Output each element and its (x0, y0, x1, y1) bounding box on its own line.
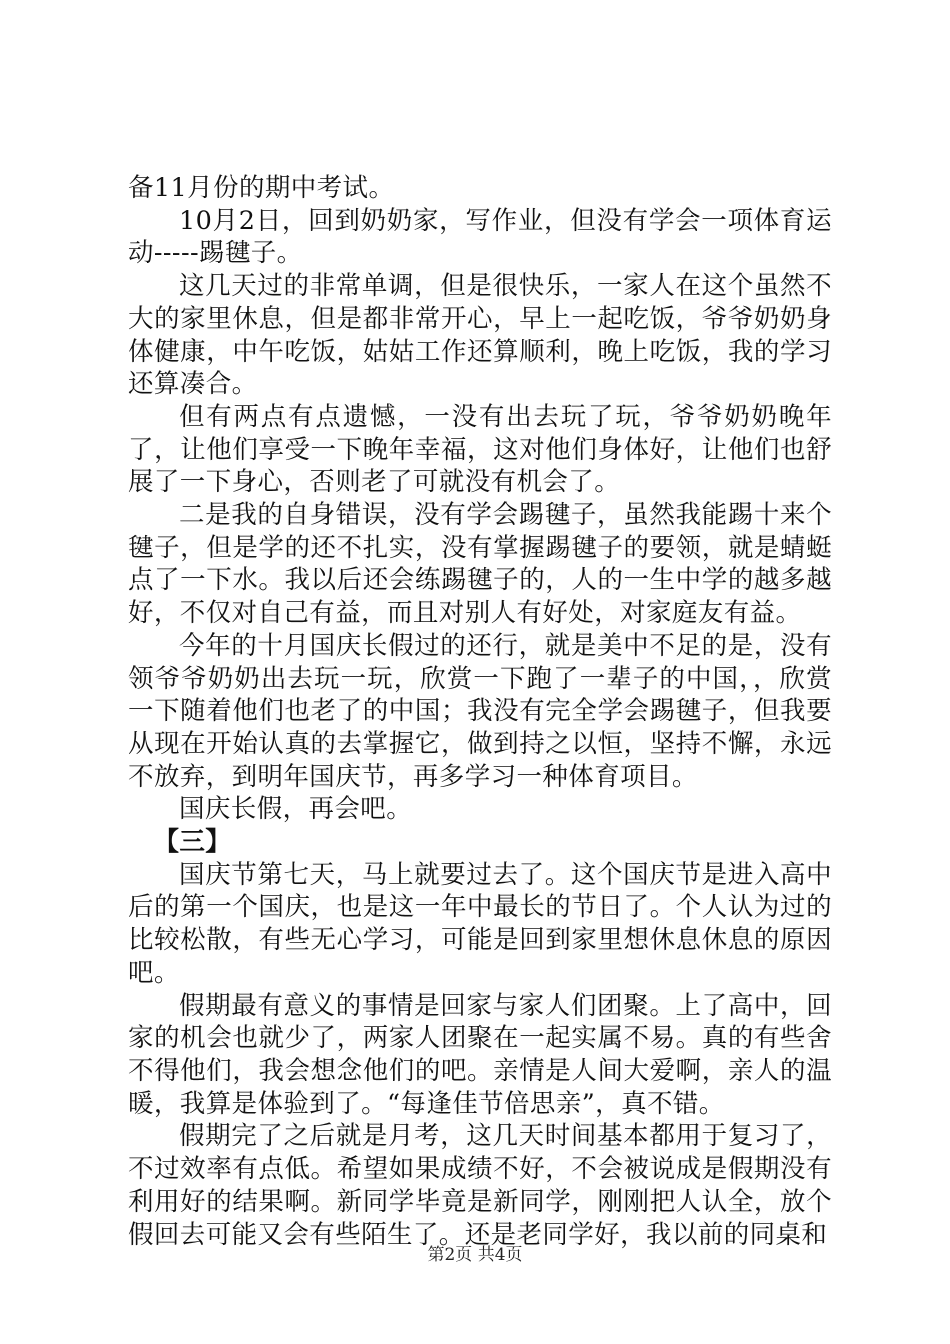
paragraph-monthly-exam: 假期完了之后就是月考，这几天时间基本都用于复习了，不过效率有点低。希望如果成绩不好，不会被说成是假期没有利用好的结果啊。新同学毕竟是新同学，刚刚把人认全，放个假回去可能又会有些陌生了。还是老同学好，我以前的同桌和 (128, 1121, 832, 1250)
paragraph-summary: 今年的十月国庆长假过的还行，就是美中不足的是，没有领爷爷奶奶出去玩一玩，欣赏一下跑了一辈子的中国，，欣赏一下随着他们也老了的中国；我没有完全学会踢毽子，但我要从现在开始认真的去掌握它，做到持之以恒，坚持不懈，永远不放弃，到明年国庆节，再多学习一种体育项目。 (128, 630, 832, 792)
paragraph-family-reunion: 假期最有意义的事情是回家与家人们团聚。上了高中，回家的机会也就少了，两家人团聚在一起实属不易。真的有些舍不得他们，我会想念他们的吧。亲情是人间大爱啊，亲人的温暖，我算是体验到了。“每逢佳节倍思亲”，真不错。 (128, 990, 832, 1119)
paragraph-seventh-day: 国庆节第七天，马上就要过去了。这个国庆节是进入高中后的第一个国庆，也是这一年中最长的节日了。个人认为过的比较松散，有些无心学习，可能是回到家里想休息休息的原因吧。 (128, 859, 832, 988)
section-heading-three: 【三】 (153, 827, 232, 858)
document-body (128, 172, 832, 1251)
paragraph-regret-two: 二是我的自身错误，没有学会踢毽子，虽然我能踢十来个毽子，但是学的还不扎实，没有掌握踢毽子的要领，就是蜻蜓点了一下水。我以后还会练踢毽子的，人的一生中学的越多越好，不仅对自己有益，而且对别人有好处，对家庭友有益。 (128, 500, 832, 629)
paragraph-oct-2: 10月2日，回到奶奶家，写作业，但没有学会一项体育运动-----踢毽子。 (128, 205, 832, 269)
paragraph-continued: 备11月份的期中考试。 (128, 173, 395, 203)
paragraph-family-days: 这几天过的非常单调，但是很快乐，一家人在这个虽然不大的家里休息，但是都非常开心，早上一起吃饭，爷爷奶奶身体健康，中午吃饭，姑姑工作还算顺利，晚上吃饭，我的学习还算凑合。 (128, 271, 832, 400)
page-number-footer: 第2页 共4页 (427, 1245, 523, 1265)
paragraph-regret-one: 但有两点有点遗憾，一没有出去玩了玩，爷爷奶奶晚年了，让他们享受一下晚年幸福，这对他们身体好，让他们也舒展了一下身心，否则老了可就没有机会了。 (128, 401, 832, 498)
paragraph-farewell: 国庆长假，再会吧。 (179, 794, 413, 825)
